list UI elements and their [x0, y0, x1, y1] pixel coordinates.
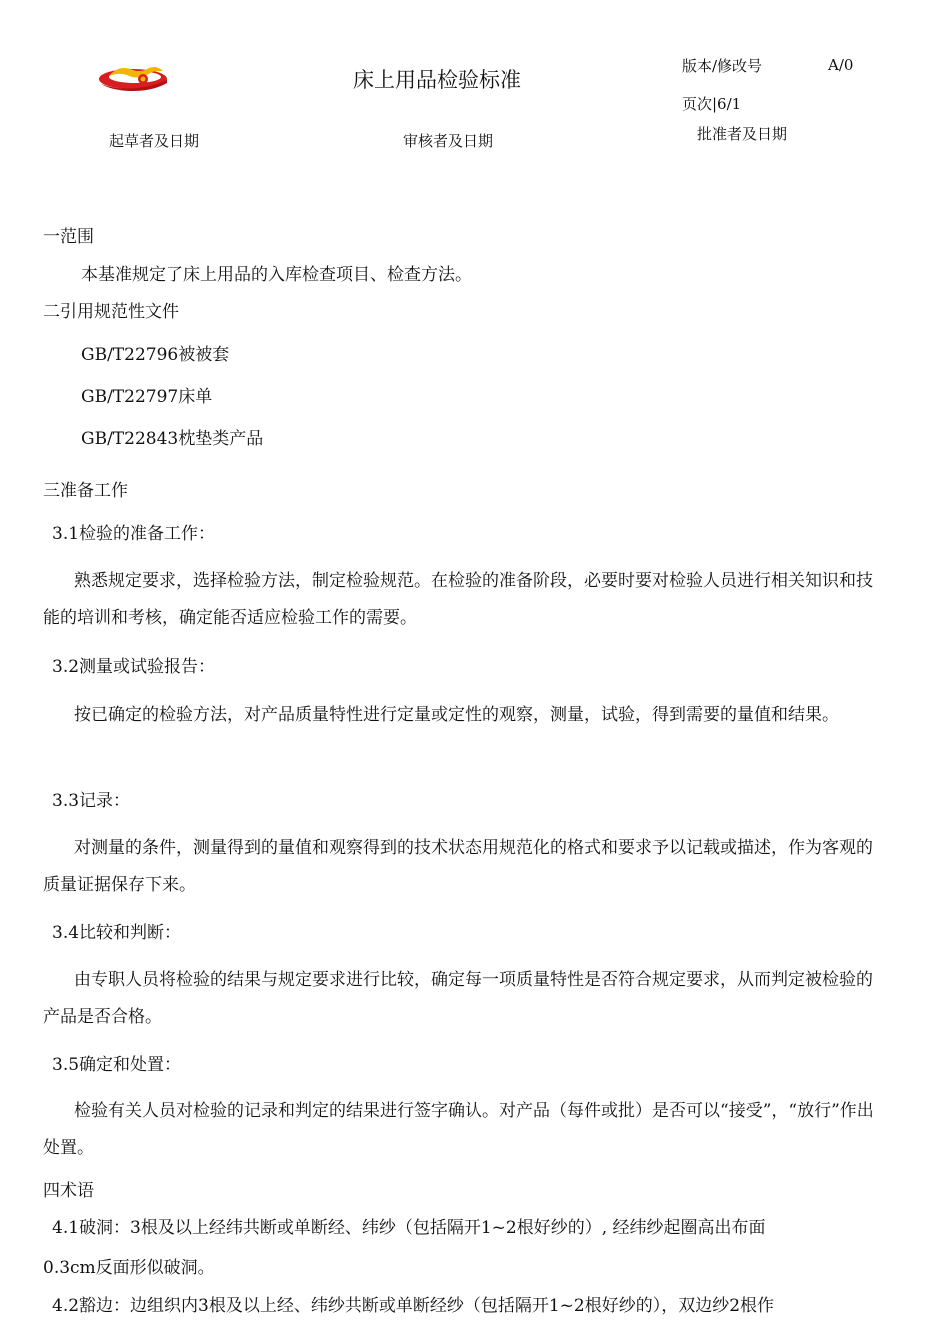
company-logo — [97, 62, 169, 92]
section-3-4-heading: 3.4比较和判断： — [52, 923, 182, 943]
section-3-2-text: 按已确定的检验方法，对产品质量特性进行定量或定性的观察，测量，试验，得到需要的量值和结果。 — [74, 705, 839, 725]
section-1-text: 本基准规定了床上用品的入库检查项目、检查方法。 — [81, 265, 472, 285]
section-3-2-heading: 3.2测量或试验报告： — [52, 657, 216, 677]
reference-item: GB/T22797床单 — [81, 387, 213, 407]
term-4-2-line-1: 4.2豁边：边组织内3根及以上经、纬纱共断或单断经纱（包括隔开1~2根好纱的），双边纱2根作 — [52, 1296, 775, 1316]
section-3-heading: 三准备工作 — [43, 481, 128, 501]
section-3-5-text: 检验有关人员对检验的记录和判定的结果进行签字确认。对产品（每件或批）是否可以“接受”，“放行”作出处置。 — [43, 1101, 874, 1158]
section-4-heading: 四术语 — [43, 1181, 94, 1201]
page-number: 页次|6/1 — [682, 95, 742, 113]
drafter-label: 起草者及日期 — [109, 132, 200, 150]
document-title: 床上用品检验标准 — [353, 68, 521, 92]
reference-item: GB/T22796被被套 — [81, 345, 230, 365]
section-1-heading: 一范围 — [43, 227, 94, 247]
section-3-3-heading: 3.3记录： — [52, 791, 131, 811]
section-3-3-text: 对测量的条件，测量得到的量值和观察得到的技术状态用规范化的格式和要求予以记载或描述，作为客观的质量证据保存下来。 — [43, 838, 873, 895]
section-3-1-heading: 3.1检验的准备工作： — [52, 524, 216, 544]
version-label: 版本/修改号 — [682, 57, 763, 75]
term-4-1-line-1: 4.1破洞：3根及以上经纬共断或单断经、纬纱（包括隔开1~2根好纱的）, 经纬纱起圈高出布面 — [52, 1218, 766, 1238]
version-value: A/0 — [828, 56, 854, 74]
approver-label: 批准者及日期 — [697, 125, 788, 143]
section-3-1-text: 熟悉规定要求，选择检验方法，制定检验规范。在检验的准备阶段，必要时要对检验人员进行相关知识和技能的培训和考核，确定能否适应检验工作的需要。 — [43, 571, 873, 628]
section-3-5-heading: 3.5确定和处置： — [52, 1055, 182, 1075]
section-2-heading: 二引用规范性文件 — [43, 302, 179, 322]
reference-item: GB/T22843枕垫类产品 — [81, 429, 264, 449]
reviewer-label: 审核者及日期 — [403, 132, 494, 150]
section-3-4-text: 由专职人员将检验的结果与规定要求进行比较，确定每一项质量特性是否符合规定要求，从而判定被检验的产品是否合格。 — [43, 970, 873, 1027]
term-4-1-line-2: 0.3cm反面形似破洞。 — [43, 1258, 215, 1278]
